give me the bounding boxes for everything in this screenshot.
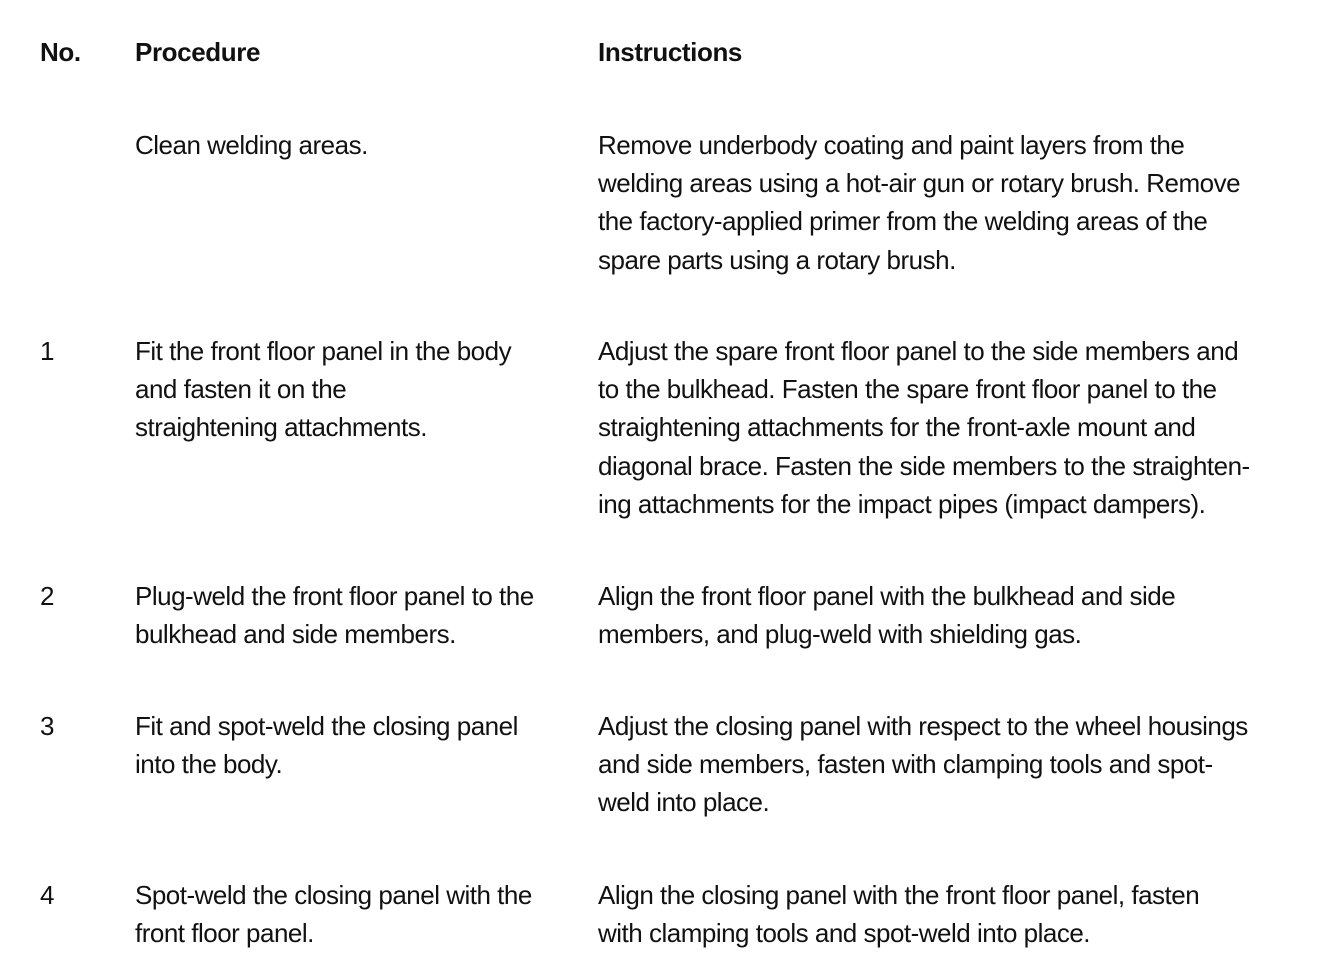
row-procedure: Fit the front floor panel in the body and fasten it on the straightening attachments. bbox=[135, 336, 512, 443]
row-instructions: Align the front floor panel with the bulkhead and side members, and plug-weld with shielding gas. bbox=[598, 581, 1176, 650]
row-instructions: Adjust the closing panel with respect to the wheel housings and side members, fasten with clamping tools and spot- weld into place. bbox=[598, 711, 1248, 818]
row-number: 2 bbox=[40, 581, 54, 611]
row-instructions: Adjust the spare front floor panel to the side members and to the bulkhead. Fasten the spare front floor panel to the straightening attachments for the front-axle mount and diagonal brace. Fasten the side members to the straighten- ing attachments for the impact pipes (impact dampers). bbox=[598, 336, 1250, 519]
row-number: 1 bbox=[40, 336, 54, 366]
header-instructions: Instructions bbox=[598, 37, 742, 67]
header-no: No. bbox=[40, 37, 81, 67]
header-procedure: Procedure bbox=[135, 37, 261, 67]
row-procedure: Fit and spot-weld the closing panel into the body. bbox=[135, 711, 518, 780]
row-number: 4 bbox=[40, 880, 54, 910]
row-procedure: Plug-weld the front floor panel to the bulkhead and side members. bbox=[135, 581, 534, 650]
row-number: 3 bbox=[40, 711, 54, 741]
row-instructions: Align the closing panel with the front floor panel, fasten with clamping tools and spot-weld into place. bbox=[598, 880, 1200, 949]
row-procedure: Clean welding areas. bbox=[135, 130, 368, 160]
row-procedure: Spot-weld the closing panel with the front floor panel. bbox=[135, 880, 532, 949]
row-instructions: Remove underbody coating and paint layers from the welding areas using a hot-air gun or rotary brush. Remove the factory-applied primer from the welding areas of the spare parts using a rotary brush. bbox=[598, 130, 1241, 275]
